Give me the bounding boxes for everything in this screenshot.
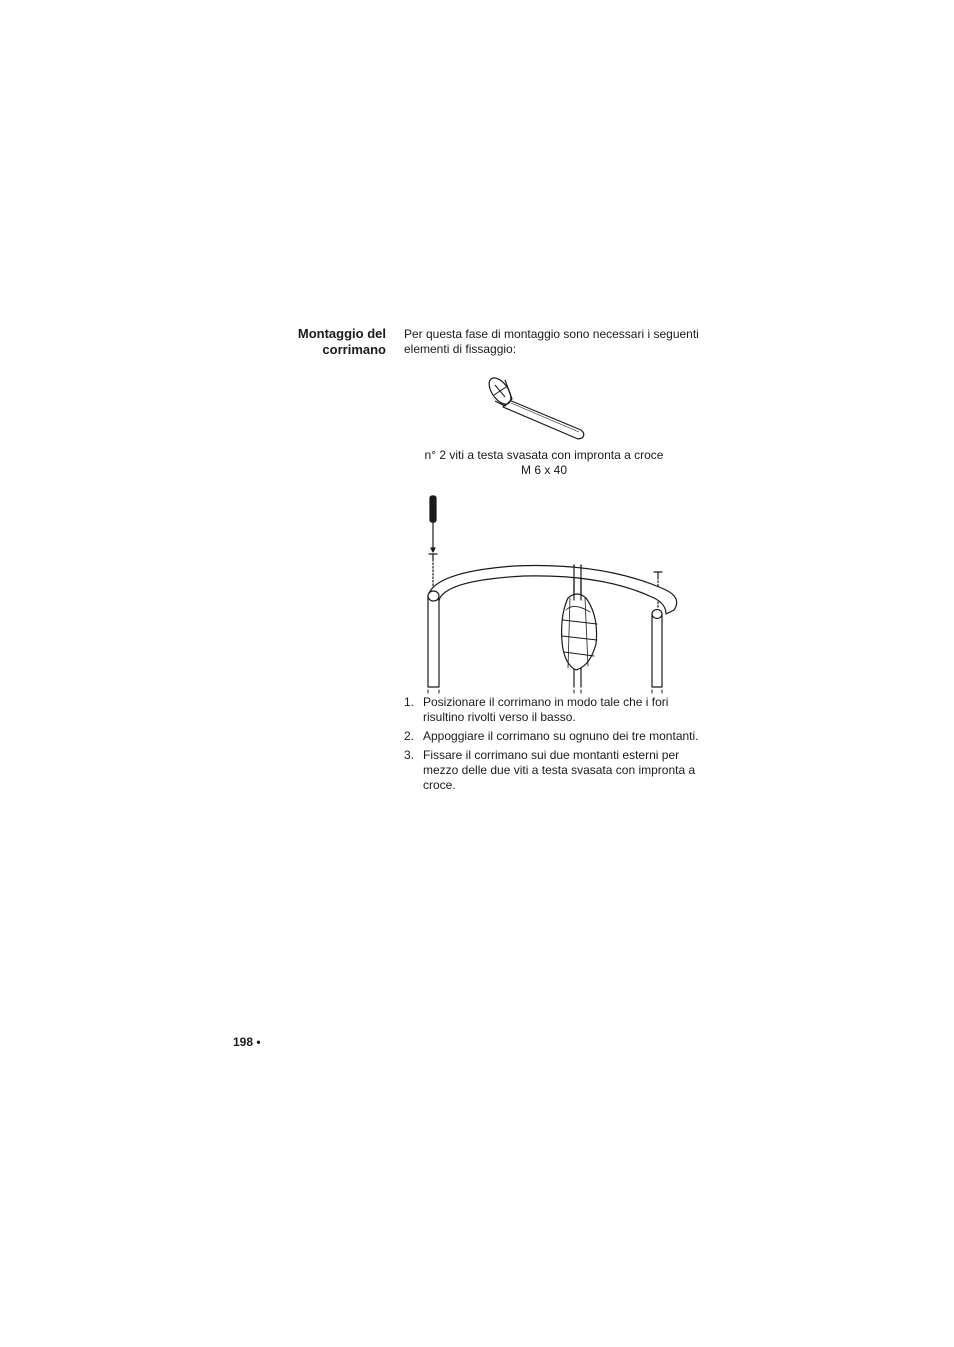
screw-caption-line2: M 6 x 40: [520, 463, 568, 477]
mesh-bag: [562, 594, 597, 670]
step-number: 3.: [404, 748, 415, 762]
step-number: 2.: [404, 729, 415, 743]
screw-left-icon: [429, 554, 437, 561]
handrail: [428, 566, 677, 615]
screw-caption: [404, 448, 684, 478]
step-item: [404, 729, 699, 744]
post-right: [652, 614, 662, 687]
screwdriver-icon: [430, 496, 436, 552]
assembly-steps-list: [404, 695, 699, 797]
step-item: [404, 748, 699, 793]
step-text: Posizionare il corrimano in modo tale che i fori risultino rivolti verso il basso.: [423, 695, 669, 724]
page-number: 198 •: [233, 1035, 261, 1049]
screw-caption-line1: n° 2 viti a testa svasata con impronta a croce: [424, 448, 664, 462]
step-text: Appoggiare il corrimano su ognuno dei tre montanti.: [423, 729, 699, 743]
section-heading-line1: Montaggio del: [297, 326, 386, 341]
section-heading-line2: corrimano: [322, 342, 386, 357]
countersunk-phillips-screw-icon: [485, 368, 595, 444]
intro-paragraph: Per questa fase di montaggio sono necessari i seguenti elementi di fissaggio:: [404, 327, 699, 356]
step-number: 1.: [404, 695, 415, 709]
post-left: [428, 595, 439, 687]
screw-right-icon: [654, 572, 662, 579]
handrail-assembly-illustration: [404, 490, 704, 695]
section-heading: [250, 326, 386, 358]
step-text: Fissare il corrimano sui due montanti esterni per mezzo delle due viti a testa svasata con impronta a croce.: [423, 748, 696, 792]
step-item: [404, 695, 699, 725]
